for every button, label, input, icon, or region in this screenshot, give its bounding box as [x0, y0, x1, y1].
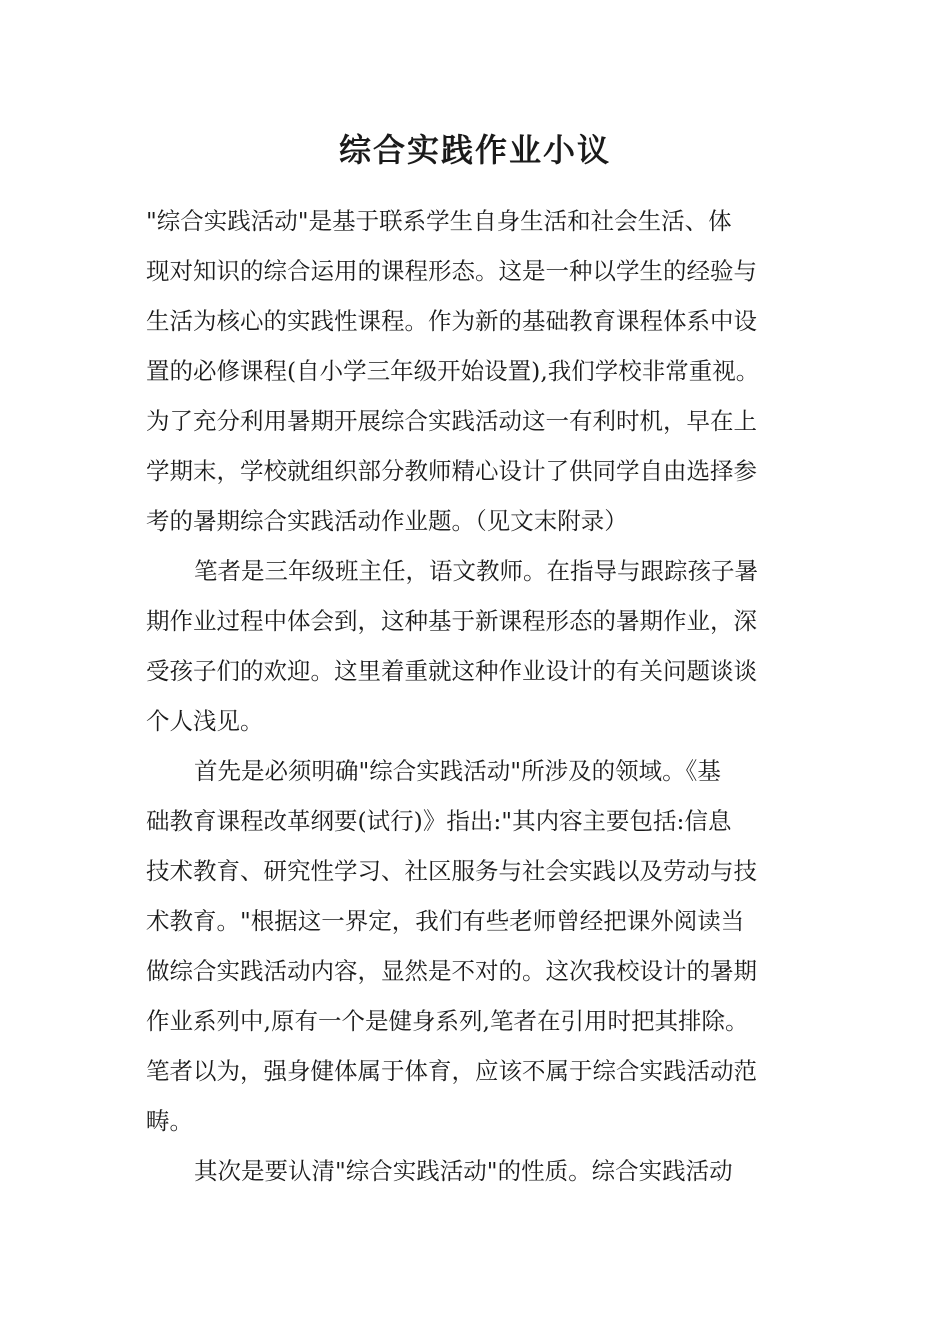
text-line-5: 为了充分利用暑期开展综合实践活动这一有利时机，早在上 [146, 407, 757, 435]
document-title: 综合实践作业小议 [338, 131, 611, 169]
text-line-11: 个人浅见。 [146, 707, 264, 735]
text-line-13: 础教育课程改革纲要(试行)》指出:"其内容主要包括:信息 [146, 807, 732, 835]
text-line-17: 作业系列中,原有一个是健身系列,笔者在引用时把其排除。 [146, 1007, 749, 1035]
text-line-19: 畴。 [146, 1107, 193, 1135]
text-line-1: "综合实践活动"是基于联系学生自身生活和社会生活、体 [146, 207, 732, 235]
text-line-15: 术教育。"根据这一界定，我们有些老师曾经把课外阅读当 [146, 907, 745, 935]
document-body [146, 196, 818, 1196]
text-line-18: 笔者以为，强身健体属于体育，应该不属于综合实践活动范 [146, 1057, 757, 1085]
text-line-2: 现对知识的综合运用的课程形态。这是一种以学生的经验与 [146, 257, 757, 285]
text-line-12: 首先是必须明确"综合实践活动"所涉及的领域。《基 [194, 757, 721, 785]
text-line-10: 受孩子们的欢迎。这里着重就这种作业设计的有关问题谈谈 [146, 657, 757, 685]
text-line-7: 考的暑期综合实践活动作业题。（见文末附录） [146, 507, 628, 535]
text-line-6: 学期末，学校就组织部分教师精心设计了供同学自由选择参 [146, 457, 757, 485]
text-line-3: 生活为核心的实践性课程。作为新的基础教育课程体系中设 [146, 307, 757, 335]
text-line-4: 置的必修课程(自小学三年级开始设置),我们学校非常重视。 [146, 357, 760, 385]
text-line-20: 其次是要认清"综合实践活动"的性质。综合实践活动 [194, 1157, 733, 1185]
text-line-16: 做综合实践活动内容，显然是不对的。这次我校设计的暑期 [146, 957, 757, 985]
text-line-8: 笔者是三年级班主任，语文教师。在指导与跟踪孩子暑 [194, 557, 758, 585]
text-line-14: 技术教育、研究性学习、社区服务与社会实践以及劳动与技 [146, 857, 757, 885]
text-line-9: 期作业过程中体会到，这种基于新课程形态的暑期作业，深 [146, 607, 757, 635]
